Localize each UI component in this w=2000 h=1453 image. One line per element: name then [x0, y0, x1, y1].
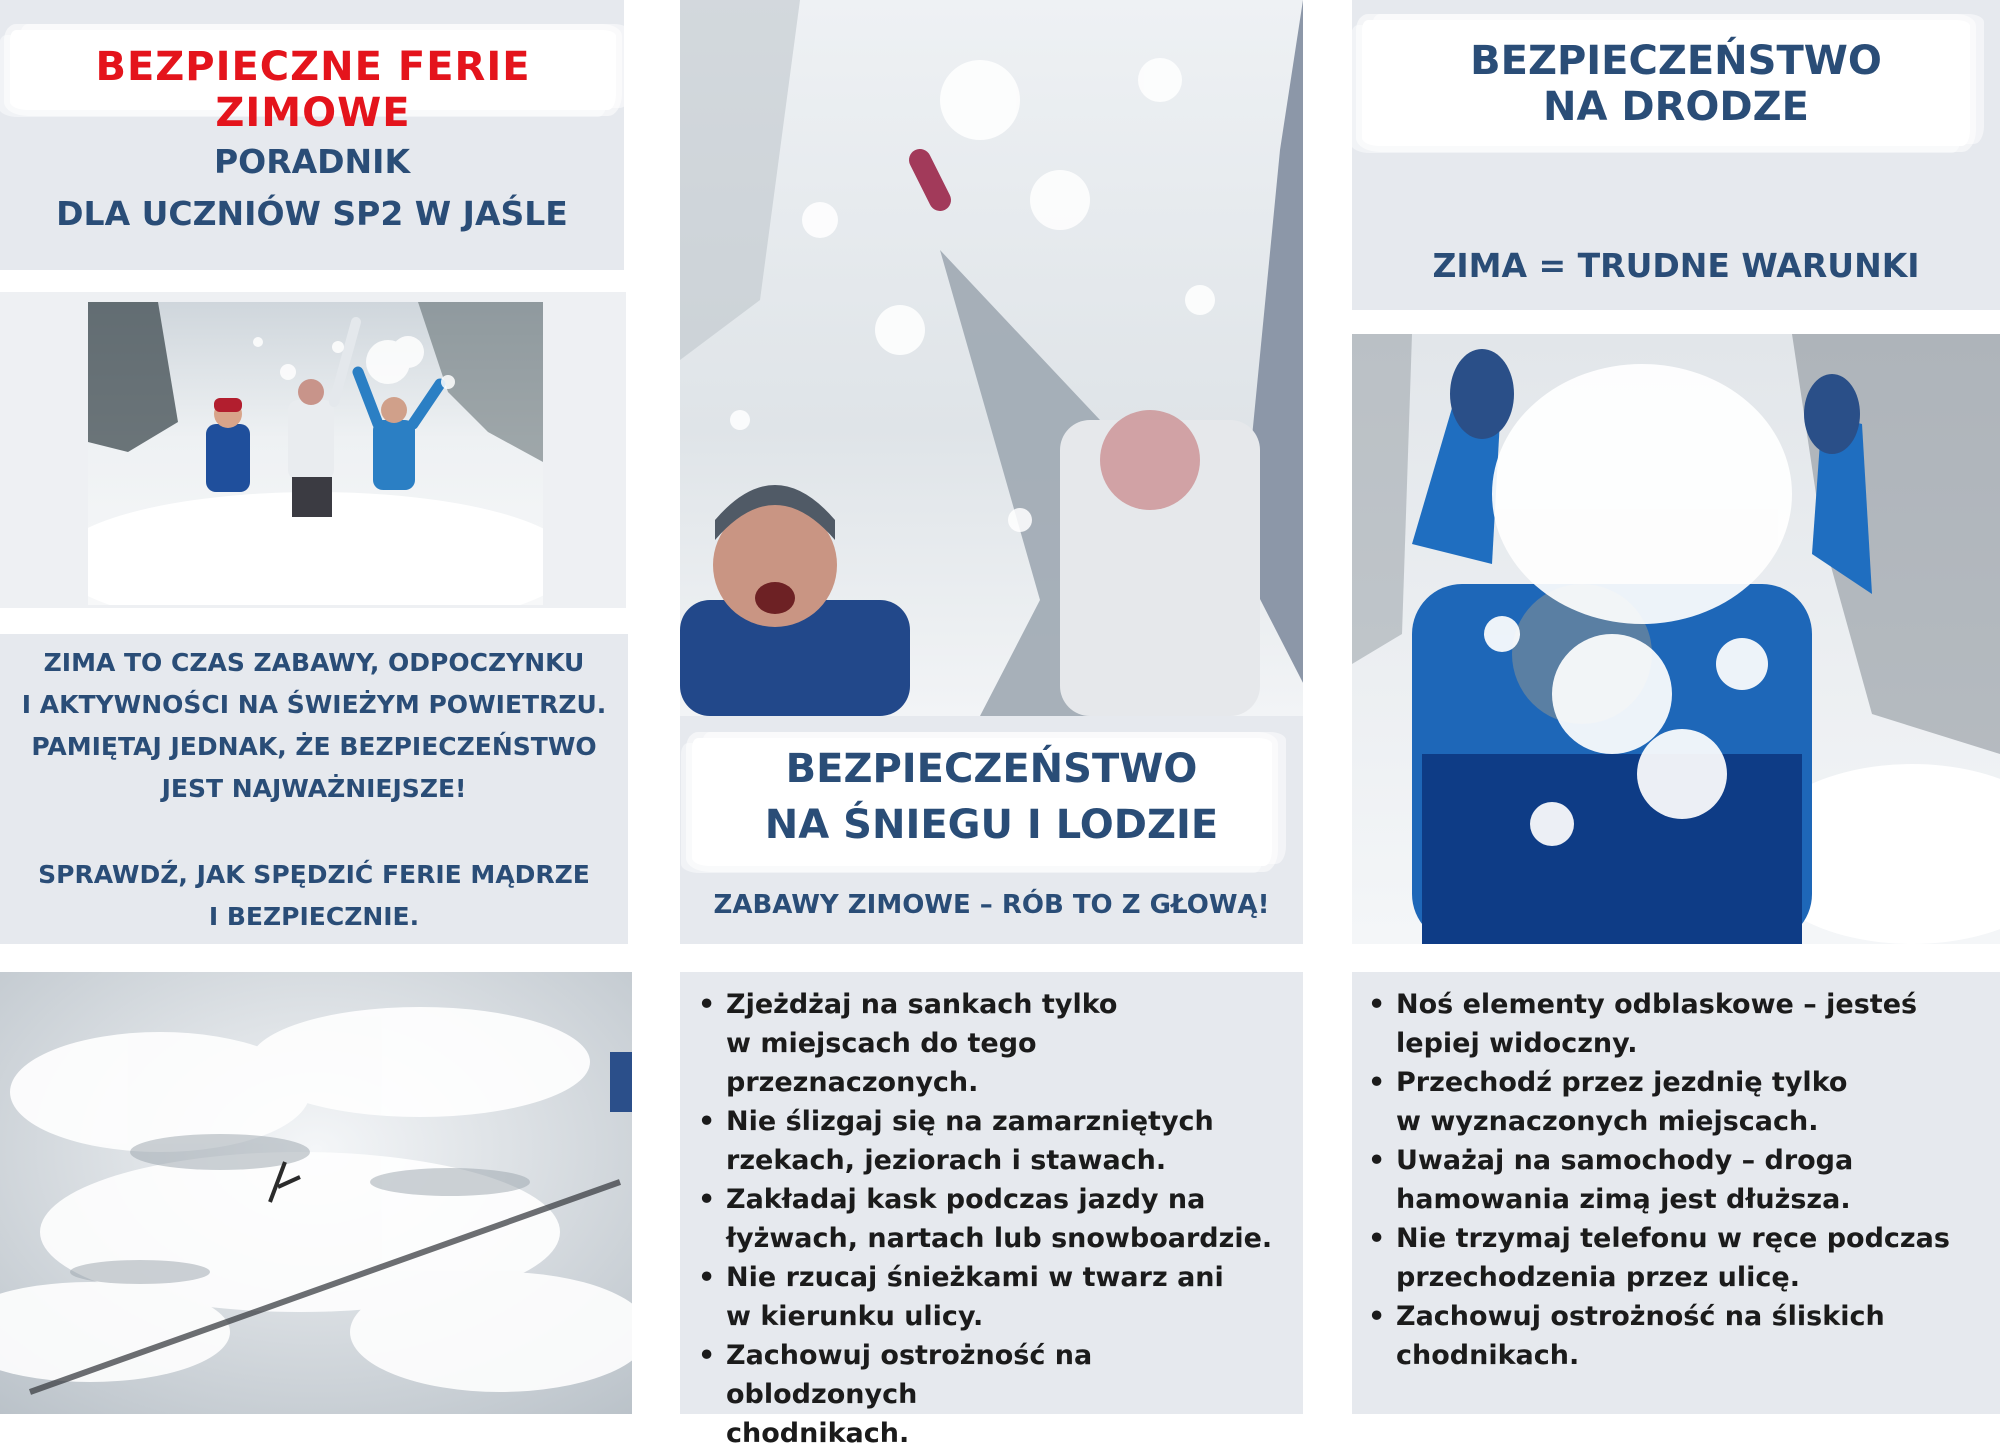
- list-item: • Zakładaj kask podczas jazdy na łyżwach, nartach lub snowboardzie.: [692, 1180, 1292, 1258]
- list-item: • Noś elementy odblaskowe – jesteś lepiej widoczny.: [1362, 985, 1992, 1063]
- right-heading-1: BEZPIECZEŃSTWO: [1470, 38, 1882, 84]
- middle-bullet-list: [692, 985, 1292, 1453]
- guide-subtitle-2: DLA UCZNIÓW SP2 W JAŚLE: [56, 194, 568, 233]
- middle-heading-1: BEZPIECZEŃSTWO: [785, 746, 1198, 792]
- snow-photo-blue-jacket: [1352, 334, 2000, 944]
- snow-photo-close: [680, 0, 1303, 716]
- snow-photo-kids: [88, 302, 543, 605]
- list-item: • Zjeżdżaj na sankach tylko w miejscach do tego przeznaczonych.: [692, 985, 1292, 1102]
- right-bullet-list: [1362, 985, 1992, 1375]
- guide-subtitle-1: PORADNIK: [213, 142, 411, 181]
- list-item: • Zachowuj ostrożność na śliskich chodnikach.: [1362, 1297, 1992, 1375]
- right-heading-2: NA DRODZE: [1543, 84, 1809, 130]
- list-item: • Zachowuj ostrożność na oblodzonych chodnikach.: [692, 1336, 1292, 1453]
- intro-line-1: ZIMA TO CZAS ZABAWY, ODPOCZYNKU: [43, 648, 585, 677]
- list-item: • Przechodź przez jezdnię tylko w wyznaczonych miejscach.: [1362, 1063, 1992, 1141]
- outro-line-2: I BEZPIECZNIE.: [208, 902, 420, 931]
- list-item: • Nie rzucaj śnieżkami w twarz ani w kierunku ulicy.: [692, 1258, 1292, 1336]
- middle-subheading: ZABAWY ZIMOWE – RÓB TO Z GŁOWĄ!: [713, 890, 1270, 920]
- snow-photo-ground: [0, 972, 632, 1414]
- middle-heading-2: NA ŚNIEGU I LODZIE: [764, 802, 1219, 848]
- list-item: • Uważaj na samochody – droga hamowania zimą jest dłuższa.: [1362, 1141, 1992, 1219]
- list-item: • Nie ślizgaj się na zamarzniętych rzekach, jeziorach i stawach.: [692, 1102, 1292, 1180]
- page-title: BEZPIECZNE FERIE ZIMOWE: [95, 44, 531, 136]
- right-subheading: ZIMA = TRUDNE WARUNKI: [1432, 246, 1920, 285]
- intro-line-2: I AKTYWNOŚCI NA ŚWIEŻYM POWIETRZU.: [21, 690, 607, 719]
- intro-line-4: JEST NAJWAŻNIEJSZE!: [161, 774, 467, 803]
- outro-line-1: SPRAWDŹ, JAK SPĘDZIĆ FERIE MĄDRZE: [38, 860, 590, 889]
- intro-line-3: PAMIĘTAJ JEDNAK, ŻE BEZPIECZEŃSTWO: [31, 732, 597, 761]
- list-item: • Nie trzymaj telefonu w ręce podczas przechodzenia przez ulicę.: [1362, 1219, 1992, 1297]
